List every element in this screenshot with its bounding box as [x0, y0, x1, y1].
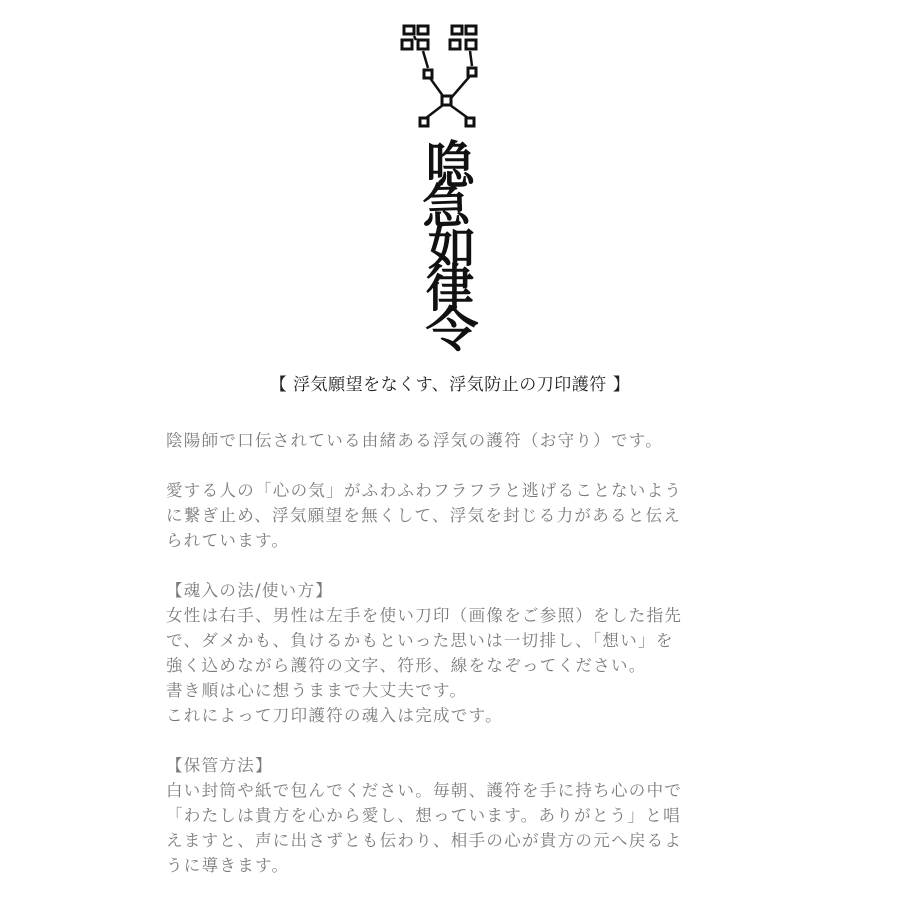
- talisman-char: 如: [427, 220, 476, 276]
- text-line: えますと、声に出さずとも伝わり、相手の心が貴方の元へ戻るよ: [166, 831, 683, 850]
- text-line: 女性は右手、男性は左手を使い刀印（画像をご参照）をした指先: [166, 606, 683, 625]
- text-line: に繋ぎ止め、浮気願望を無くして、浮気を封じる力があると伝え: [166, 506, 682, 525]
- talisman-image: [390, 18, 510, 358]
- text-line: 陰陽師で口伝されている由緒ある浮気の護符（お守り）です。: [166, 431, 664, 450]
- usage-title: 【魂入の法/使い方】: [166, 581, 334, 600]
- text-line: られています。: [166, 531, 290, 550]
- talisman-char: 急: [421, 178, 471, 236]
- text-line: 書き順は心に想うままで大丈夫です。: [166, 681, 468, 700]
- talisman-char: 喼: [425, 136, 474, 196]
- page-title: 【 浮気願望をなくす、浮気防止の刀印護符 】: [269, 375, 631, 395]
- text-line: これによって刀印護符の魂入は完成です。: [166, 706, 503, 725]
- text-line: 白い封筒や紙で包んでください。毎朝、護符を手に持ち心の中で: [166, 781, 683, 800]
- talisman-char: 律: [425, 259, 474, 319]
- text-line: 愛する人の「心の気」がふわふわフラフラと逃げることないよう: [166, 481, 683, 500]
- description-paragraph: [166, 478, 736, 553]
- talisman-characters: [412, 136, 488, 358]
- talisman-symbol-drawing: [390, 18, 510, 138]
- text-line: うに導きます。: [166, 856, 290, 875]
- body-text: [166, 428, 736, 878]
- text-line: で、ダメかも、負けるかもといった思いは一切排し、「想い」を: [166, 631, 674, 650]
- storage-section: [166, 753, 736, 878]
- talisman-char: 令: [425, 302, 479, 358]
- usage-section: [166, 578, 736, 728]
- intro-paragraph: [166, 428, 736, 453]
- text-line: 「わたしは貴方を心から愛し、想っています。ありがとう」と唱: [166, 806, 681, 825]
- text-line: 強く込めながら護符の文字、符形、線をなぞってください。: [166, 656, 647, 675]
- storage-title: 【保管方法】: [166, 756, 273, 775]
